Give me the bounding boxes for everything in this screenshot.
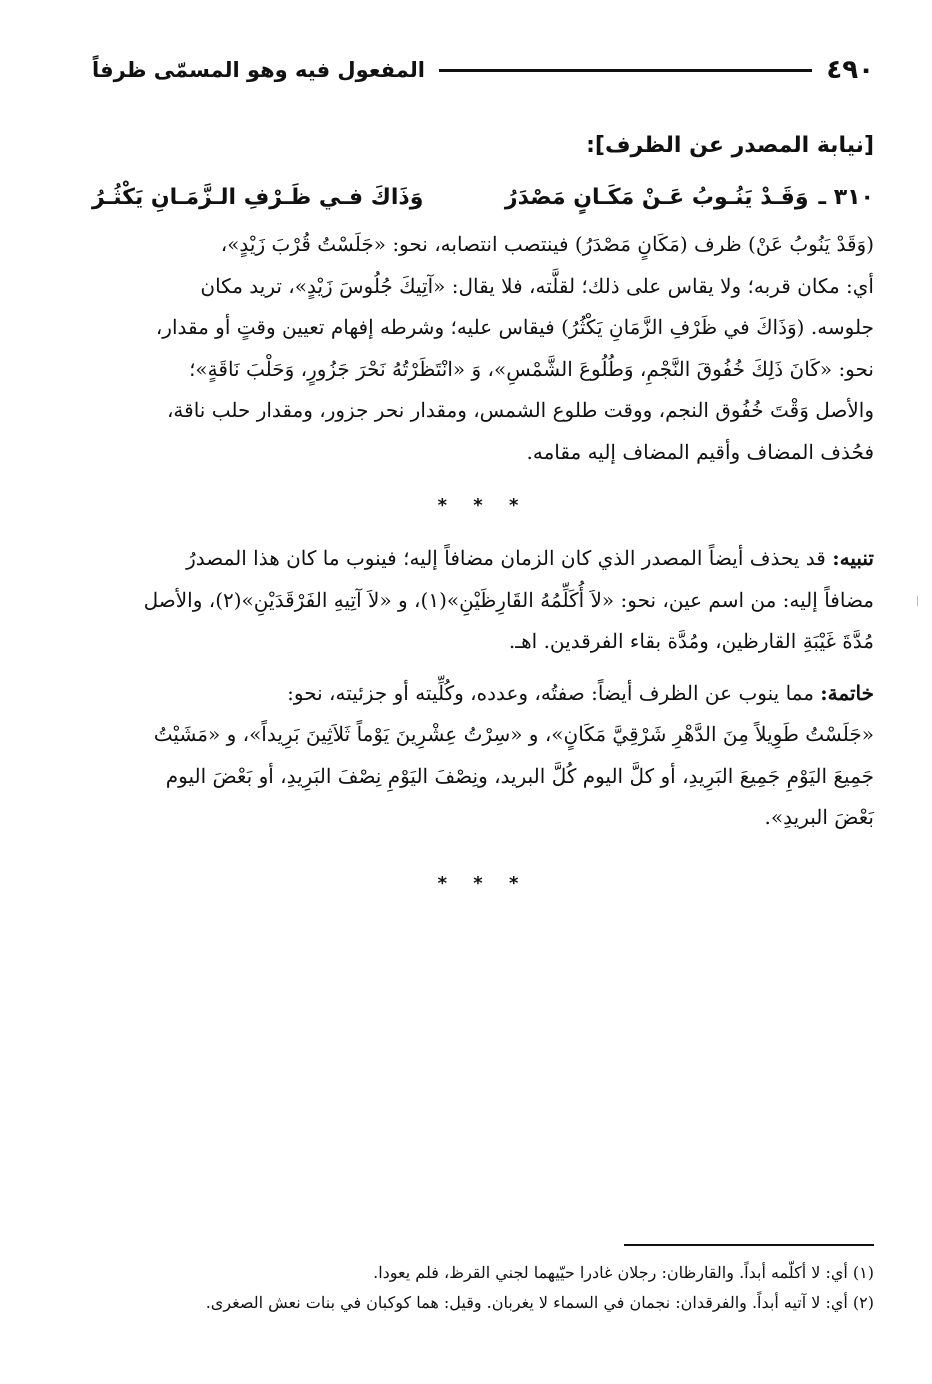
footnote-rule — [624, 1244, 874, 1246]
running-title: المفعول فيه وهو المسمّى ظرفاً — [92, 58, 425, 82]
section-separator: * * * — [437, 872, 529, 894]
footnote: (١) أي: لا أكلّمه أبداً. والقارظان: رجلان غادرا حيّيهما لجني القرظ، فلم يعودا. — [373, 1263, 874, 1282]
conclusion-line-text: مما ينوب عن الظرف أيضاً: صفتُه، وعدده، وكُلِّيته أو جزئيته، نحو: — [287, 680, 814, 705]
note-label: تنبيه: — [832, 546, 874, 570]
section-separator: * * * — [437, 495, 529, 516]
scan-artifact — [914, 596, 918, 606]
conclusion-line: بَعْضَ البريدِ». — [764, 805, 874, 829]
commentary-line: جلوسه. (وَذَاكَ في ظَرْفِ الزَّمَانِ يَكْثُرُ) فيقاس عليه؛ وشرطه إفهام تعيين وقتٍ أو مقدار، — [155, 315, 874, 339]
conclusion-line: «جَلَسْتُ طَوِيلاً مِنَ الدَّهْرِ شَرْقِيَّ مَكَانٍ»، و «سِرْتُ عِشْرِينَ يَوْماً ثَلاَثِينَ بَرِيداً»، و «مَشَيْتُ — [153, 722, 874, 746]
footnotes — [92, 1244, 874, 1318]
commentary-line: والأصل وَقْتَ خُفُوق النجم، ووقت طلوع الشمس، ومقدار نحر جزور، ومقدار حلب ناقة، — [166, 398, 874, 422]
conclusion-line: جَمِيعَ اليَوْمِ جَمِيعَ البَرِيدِ، أو كلَّ اليوم كُلَّ البريد، ونِصْفَ اليَوْمِ نِصْفَ البَرِيدِ، أو بَعْضَ اليوم — [165, 763, 874, 788]
conclusion-paragraph — [92, 673, 874, 839]
verse-second-hemistich: وَذَاكَ فـي ظَـرْفِ الـزَّمَـانِ يَكْثُـرُ — [91, 185, 424, 210]
conclusion-label: خاتمة: — [820, 680, 874, 705]
commentary-paragraph — [92, 224, 874, 473]
footnote: (٢) أي: لا آتيه أبداً. والفرقدان: نجمان في السماء لا يغربان. وقيل: هما كوكبان في بنات نعش الصغرى. — [205, 1293, 874, 1312]
verse-first-hemistich: وَقَـدْ يَنُـوبُ عَـنْ مَكَـانٍ مَصْدَرُ — [504, 185, 809, 210]
conclusion-line — [92, 673, 874, 715]
verse-number: ٣١٠ ـ — [818, 185, 874, 210]
commentary-line: (وَقَدْ يَنُوبُ عَنْ) ظرف (مَكَانٍ مَصْدَرُ) فينتصب انتصابه، نحو: «جَلَسْتُ قُرْبَ زَيْدٍ»، — [220, 232, 874, 256]
running-header — [92, 50, 874, 90]
page-content — [92, 118, 874, 916]
note-line-text: قد يحذف أيضاً المصدر الذي كان الزمان مضافاً إليه؛ فينوب ما كان هذا المصدرُ — [186, 546, 826, 570]
commentary-line: أي: مكان قربه؛ ولا يقاس على ذلك؛ لقلَّته، فلا يقال: «آتِيكَ جُلُوسَ زَيْدٍ»، تريد مكان — [200, 273, 874, 298]
commentary-line: نحو: «كَانَ ذَلِكَ خُفُوقَ النَّجْمِ، وَطُلُوعَ الشَّمْسِ»، وَ «انْتَظَرْتُهُ نَحْرَ جَزُورٍ، وَحَلْبَ نَاقَةٍ»؛ — [189, 356, 874, 381]
verse-line — [92, 178, 874, 218]
note-line: مضافاً إليه: من اسم عين، نحو: «لاَ أُكَلِّمُهُ القَارِظَيْنِ»(١)، و «لاَ آتِيهِ الفَرْقَدَيْنِ»(٢)، والأصل — [143, 587, 874, 612]
commentary-line: فحُذف المضاف وأقيم المضاف إليه مقامه. — [526, 439, 874, 464]
note-paragraph — [92, 538, 874, 663]
page-number: ٤٩٠ — [826, 55, 874, 85]
note-line: مُدَّةَ غَيْبَةِ القارظين، ومُدَّة بقاء الفرقدين. اهـ. — [508, 629, 874, 653]
note-line — [92, 538, 874, 580]
section-heading: [نيابة المصدر عن الظرف]: — [586, 133, 874, 158]
header-rule — [439, 69, 812, 72]
